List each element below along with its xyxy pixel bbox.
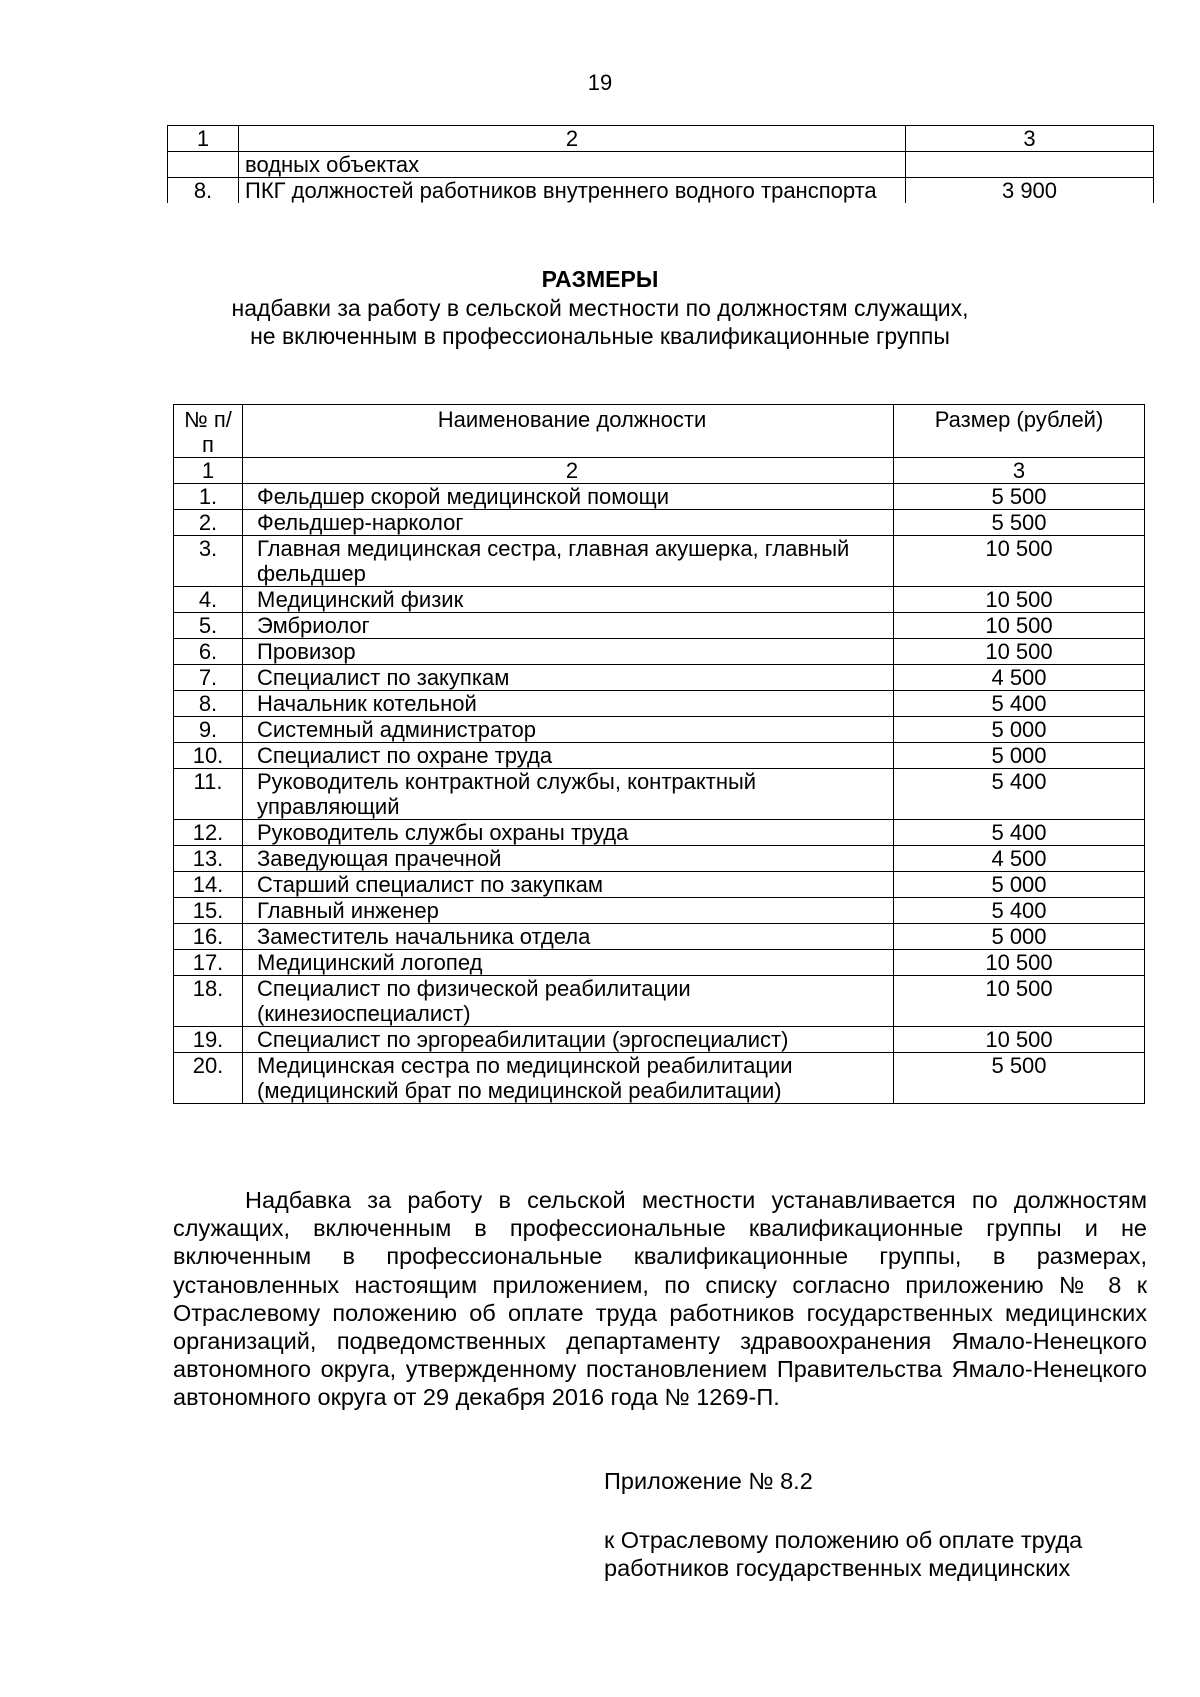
table-row xyxy=(174,846,1145,872)
body-paragraph: Надбавка за работу в сельской местности устанавливается по должностям служащих, включенным в профессиональные квалификационные группы и не включенным в профессиональные квалификационные группы, в размерах, установленных настоящим приложением, по списку согласно приложению № 8 к Отраслевому положению об оплате труда работников государственных медицинских организаций, подведомственных департаменту здравоохранения Ямало-Ненецкого автономного округа, утвержденному постановлением Правительства Ямало-Ненецкого автономного округа от 29 декабря 2016 года № 1269-П. xyxy=(173,1187,1147,1411)
appendix-reference: к Отраслевому положению об оплате труда работников государственных медицинских xyxy=(604,1527,1083,1581)
table-row xyxy=(174,510,1145,536)
table-row xyxy=(174,950,1145,976)
amount: 10 500 xyxy=(894,587,1145,613)
amount: 4 500 xyxy=(894,665,1145,691)
table-row xyxy=(174,691,1145,717)
amount: 10 500 xyxy=(894,639,1145,665)
amount: 5 000 xyxy=(894,924,1145,950)
row-number: 13. xyxy=(174,846,243,872)
position-name: Главный инженер xyxy=(243,898,894,924)
amount: 5 400 xyxy=(894,769,1145,820)
row-number: 4. xyxy=(174,587,243,613)
position-name: Медицинский логопед xyxy=(243,950,894,976)
row-number: 2. xyxy=(174,510,243,536)
amount: 10 500 xyxy=(894,950,1145,976)
row-number: 9. xyxy=(174,717,243,743)
position-name: Руководитель службы охраны труда xyxy=(243,820,894,846)
table-row xyxy=(174,976,1145,1027)
row-number: 1. xyxy=(174,484,243,510)
row-number: 10. xyxy=(174,743,243,769)
table-row xyxy=(174,639,1145,665)
continued-table xyxy=(167,125,1154,203)
row-number: 6. xyxy=(174,639,243,665)
index-cell: 2 xyxy=(243,458,894,484)
position-name: Руководитель контрактной службы, контрактный управляющий xyxy=(243,769,894,820)
table-row xyxy=(174,1027,1145,1053)
position-name: Медицинская сестра по медицинской реабилитации (медицинский брат по медицинской реабилитации) xyxy=(243,1053,894,1104)
amount: 10 500 xyxy=(894,613,1145,639)
table-row xyxy=(168,178,1154,204)
position-name: водных объектах xyxy=(239,152,906,178)
row-number: 16. xyxy=(174,924,243,950)
index-cell: 1 xyxy=(174,458,243,484)
column-header-num: № п/п xyxy=(174,405,243,458)
table-row xyxy=(174,587,1145,613)
table-row xyxy=(174,665,1145,691)
position-name: Медицинский физик xyxy=(243,587,894,613)
amount: 5 000 xyxy=(894,717,1145,743)
table-row xyxy=(168,152,1154,178)
table-body xyxy=(174,484,1145,1104)
subtitle-line: надбавки за работу в сельской местности по должностям служащих, xyxy=(231,295,969,321)
amount: 10 500 xyxy=(894,1027,1145,1053)
position-name: Специалист по закупкам xyxy=(243,665,894,691)
position-name: Провизор xyxy=(243,639,894,665)
position-name: Фельдшер-нарколог xyxy=(243,510,894,536)
table-row xyxy=(174,820,1145,846)
column-header-name: Наименование должности xyxy=(243,405,894,458)
table-row xyxy=(174,769,1145,820)
amount: 5 000 xyxy=(894,872,1145,898)
amount: 5 400 xyxy=(894,898,1145,924)
row-number: 8. xyxy=(168,178,239,204)
row-number: 11. xyxy=(174,769,243,820)
table-header-row xyxy=(174,405,1145,458)
position-name: Заместитель начальника отдела xyxy=(243,924,894,950)
row-number: 17. xyxy=(174,950,243,976)
amount: 4 500 xyxy=(894,846,1145,872)
amount xyxy=(906,152,1154,178)
row-number: 5. xyxy=(174,613,243,639)
page-number: 19 xyxy=(587,70,613,95)
position-name: Специалист по физической реабилитации (кинезиоспециалист) xyxy=(243,976,894,1027)
position-name: ПКГ должностей работников внутреннего водного транспорта xyxy=(239,178,906,204)
amount: 5 400 xyxy=(894,691,1145,717)
position-name: Главная медицинская сестра, главная акушерка, главный фельдшер xyxy=(243,536,894,587)
row-number: 8. xyxy=(174,691,243,717)
row-number xyxy=(168,152,239,178)
table-index-row xyxy=(174,458,1145,484)
index-cell: 2 xyxy=(239,126,906,152)
table-index-row xyxy=(168,126,1154,152)
allowance-table xyxy=(173,404,1145,1104)
amount: 3 900 xyxy=(906,178,1154,204)
position-name: Начальник котельной xyxy=(243,691,894,717)
row-number: 15. xyxy=(174,898,243,924)
position-name: Специалист по эргореабилитации (эргоспециалист) xyxy=(243,1027,894,1053)
position-name: Системный администратор xyxy=(243,717,894,743)
table-row xyxy=(174,613,1145,639)
amount: 5 500 xyxy=(894,1053,1145,1104)
position-name: Фельдшер скорой медицинской помощи xyxy=(243,484,894,510)
index-cell: 1 xyxy=(168,126,239,152)
column-header-value: Размер (рублей) xyxy=(894,405,1145,458)
table-row xyxy=(174,536,1145,587)
position-name: Заведующая прачечной xyxy=(243,846,894,872)
table-row xyxy=(174,717,1145,743)
amount: 10 500 xyxy=(894,536,1145,587)
row-number: 18. xyxy=(174,976,243,1027)
amount: 5 500 xyxy=(894,484,1145,510)
section-title: РАЗМЕРЫ xyxy=(541,266,659,292)
row-number: 20. xyxy=(174,1053,243,1104)
row-number: 3. xyxy=(174,536,243,587)
table-row xyxy=(174,1053,1145,1104)
table-row xyxy=(174,924,1145,950)
appendix-title: Приложение № 8.2 xyxy=(604,1468,813,1494)
index-cell: 3 xyxy=(906,126,1154,152)
section-subtitle xyxy=(0,294,1200,350)
position-name: Старший специалист по закупкам xyxy=(243,872,894,898)
subtitle-line: не включенным в профессиональные квалификационные группы xyxy=(250,323,950,349)
table-row xyxy=(174,743,1145,769)
amount: 10 500 xyxy=(894,976,1145,1027)
table-row xyxy=(174,898,1145,924)
amount: 5 000 xyxy=(894,743,1145,769)
index-cell: 3 xyxy=(894,458,1145,484)
position-name: Специалист по охране труда xyxy=(243,743,894,769)
row-number: 7. xyxy=(174,665,243,691)
amount: 5 500 xyxy=(894,510,1145,536)
table-row xyxy=(174,484,1145,510)
row-number: 14. xyxy=(174,872,243,898)
amount: 5 400 xyxy=(894,820,1145,846)
row-number: 12. xyxy=(174,820,243,846)
table-row xyxy=(174,872,1145,898)
position-name: Эмбриолог xyxy=(243,613,894,639)
row-number: 19. xyxy=(174,1027,243,1053)
